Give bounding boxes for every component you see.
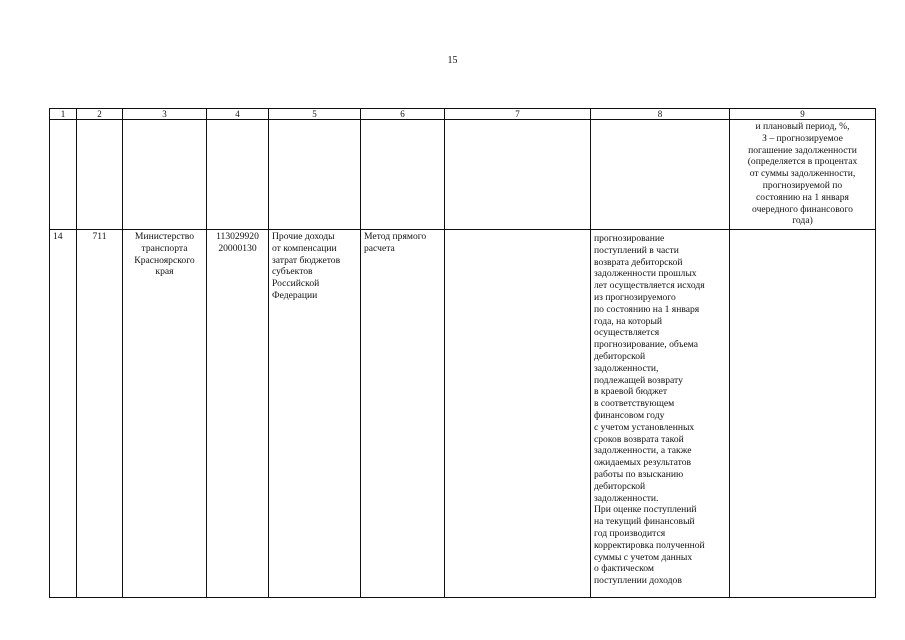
revenue-name-cell (269, 230, 361, 598)
text-line: осуществляется (594, 327, 660, 339)
text-line: работы по взысканию (594, 468, 684, 480)
text-line: задолженности. (594, 492, 659, 504)
text-line: состоянию на 1 января (756, 191, 849, 203)
header-cell-2: 2 (77, 109, 123, 120)
text-line: Российской (272, 278, 320, 290)
header-cell-3: 3 (123, 109, 207, 120)
text-line: задолженности, а также (594, 445, 692, 457)
cell-cont-6 (361, 120, 445, 230)
text-line: из прогнозируемого (594, 291, 676, 303)
text-line: года, на который (594, 315, 663, 327)
cell-cont-9 (730, 120, 876, 230)
text-line: Прочие доходы (272, 231, 335, 242)
text-line: задолженности прошлых (594, 268, 697, 280)
cell-cont-1 (50, 120, 77, 230)
text-line: год производится (594, 527, 666, 539)
text-line: транспорта (141, 242, 188, 254)
text-line: дебиторской (594, 350, 646, 362)
text-line: 20000130 (218, 242, 257, 254)
cell-cont-3 (123, 120, 207, 230)
text-line: на текущий финансовый (594, 516, 695, 528)
text-line: (определяется в процентах (747, 156, 858, 168)
text-line: финансовом году (594, 409, 665, 421)
header-cell-4: 4 (207, 109, 269, 120)
text-line: дебиторской (594, 480, 646, 492)
text-line: корректировка полученной (594, 539, 705, 551)
formula-cell (445, 230, 591, 598)
text-line: по состоянию на 1 января (594, 303, 700, 315)
text-line: Министерство (134, 231, 195, 242)
text-line: Красноярского (134, 254, 195, 266)
method-cell (361, 230, 445, 598)
table-row-continuation (50, 120, 876, 230)
text-line: прогнозирование (594, 233, 665, 244)
text-line: прогнозирование, объема (594, 339, 699, 351)
row-number-cell: 14 (50, 230, 77, 598)
text-line: Метод прямого (364, 231, 427, 242)
text-line: поступлении доходов (594, 575, 682, 587)
cell-cont-8 (591, 120, 730, 230)
text-line: прогнозируемой по (762, 179, 843, 191)
text-line: от суммы задолженности, (749, 168, 856, 180)
text-line: суммы с учетом данных (594, 551, 693, 563)
header-cell-8: 8 (591, 109, 730, 120)
header-cell-7: 7 (445, 109, 591, 120)
text-line: в краевой бюджет (594, 386, 668, 398)
algorithm-description-cell (591, 230, 730, 598)
text-line: края (155, 266, 174, 278)
formula-params-cell (730, 230, 876, 598)
header-cell-1: 1 (50, 109, 77, 120)
text-line: лет осуществляется исходя (594, 280, 705, 292)
administrator-name-cell (123, 230, 207, 598)
revenue-code-cell (207, 230, 269, 598)
header-cell-9: 9 (730, 109, 876, 120)
text-line: субъектов (272, 266, 313, 278)
table-header-row (50, 109, 876, 120)
cell-cont-5 (269, 120, 361, 230)
cell-cont-7 (445, 120, 591, 230)
header-cell-5: 5 (269, 109, 361, 120)
text-line: Федерации (272, 289, 318, 301)
header-cell-6: 6 (361, 109, 445, 120)
cell-cont-4 (207, 120, 269, 230)
revenue-methods-table (49, 108, 876, 598)
text-line: погашение задолженности (748, 144, 857, 156)
text-line: 113029920 (216, 231, 259, 242)
text-line: с учетом установленных (594, 421, 695, 433)
text-line: подлежащей возврату (594, 374, 683, 386)
admin-code-cell: 711 (77, 230, 123, 598)
text-line: года) (792, 215, 813, 227)
text-line: При оценке поступлений (594, 504, 697, 516)
text-line: о фактическом (594, 563, 654, 575)
text-line: возврата дебиторской (594, 256, 683, 268)
text-line: расчета (364, 242, 395, 254)
text-line: поступлений в части (594, 244, 679, 256)
text-line: З – прогнозируемое (762, 132, 843, 144)
text-line: сроков возврата такой (594, 433, 684, 445)
text-line: задолженности, (594, 362, 659, 374)
text-line: очередного финансового (752, 203, 853, 215)
text-line: и плановый период, %, (755, 121, 850, 132)
table-row-14 (50, 230, 876, 598)
page-number: 15 (447, 55, 458, 66)
text-line: затрат бюджетов (272, 254, 341, 266)
text-line: в соответствующем (594, 398, 675, 410)
text-line: от компенсации (272, 242, 337, 254)
cell-cont-2 (77, 120, 123, 230)
text-line: ожидаемых результатов (594, 457, 692, 469)
